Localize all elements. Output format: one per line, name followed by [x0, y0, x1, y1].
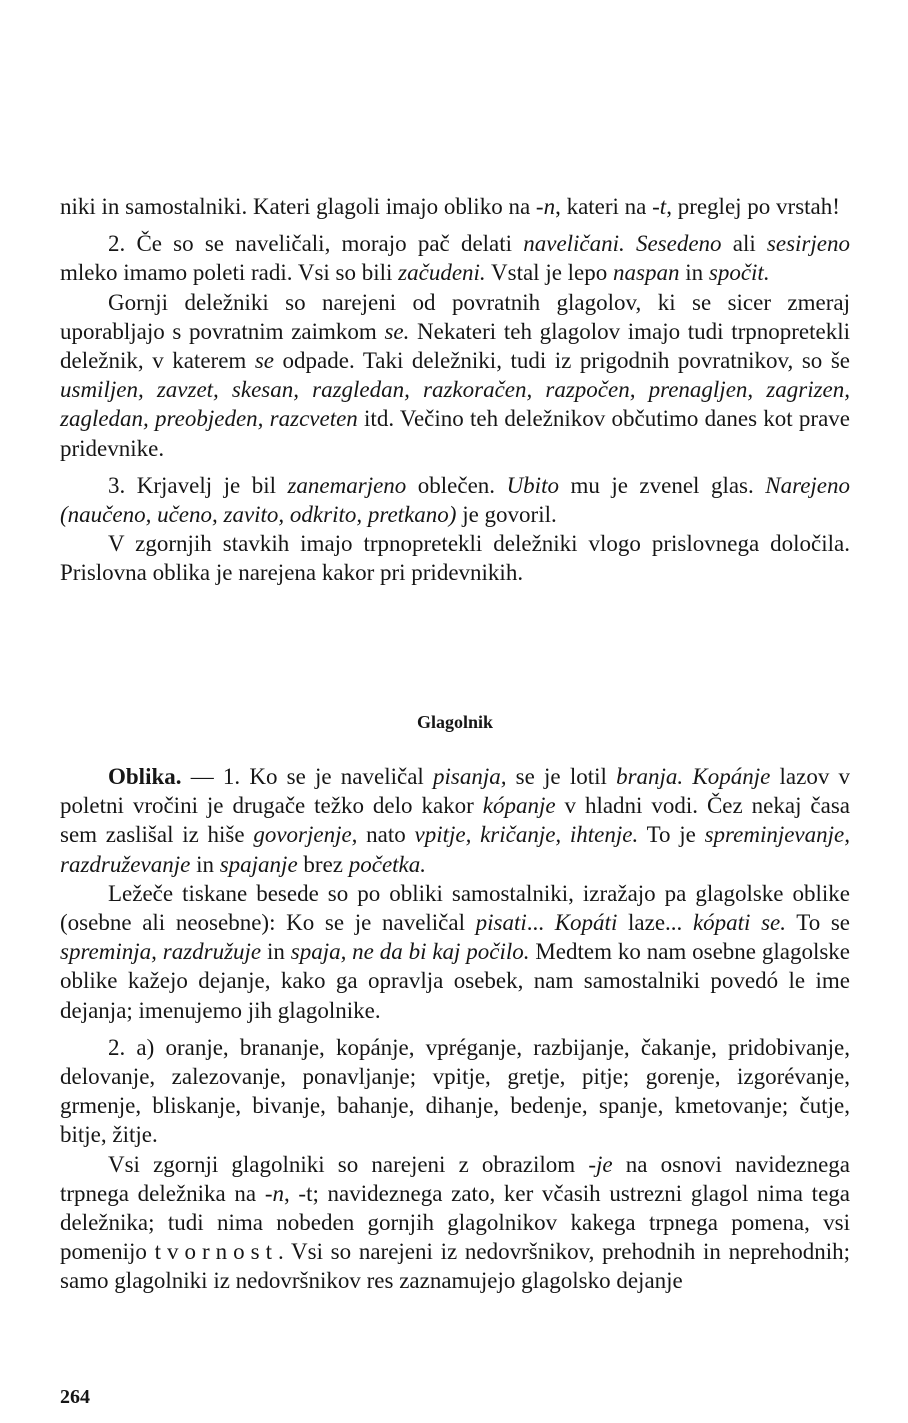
text-run: in	[679, 260, 709, 286]
text-run: itd. Večino teh deležnikov občutimo danes kot prave pridevnike.	[60, 406, 850, 461]
paragraph-formation	[60, 1150, 850, 1296]
text-run: — 1. Ko se je naveličal	[181, 764, 433, 789]
italic-run: n	[272, 1180, 284, 1206]
paragraph-reflexive-participles	[60, 288, 850, 463]
italic-run: spaja, ne da bi kaj počilo.	[290, 939, 530, 965]
italic-run: zanemarjeno	[287, 472, 407, 498]
text-run: nato	[357, 822, 415, 848]
italic-run: vpitje, kričanje, ihtenje.	[414, 822, 639, 848]
text-run: laze...	[617, 910, 693, 936]
italic-run: je	[595, 1151, 613, 1177]
text-run: oblečen.	[406, 472, 507, 498]
bold-run: Oblika.	[108, 764, 182, 789]
italic-run: t	[659, 194, 667, 219]
spaced-run: tvornost	[154, 1239, 278, 1265]
text-run: na osnovi navideznega trpnega deležnika na -	[60, 1151, 850, 1206]
paragraph-adverbial-role	[60, 529, 850, 587]
italic-run: spreminja, razdružuje	[60, 939, 262, 965]
text-run: se je lotil	[506, 764, 617, 789]
italic-run: govorjenje,	[253, 822, 358, 848]
paragraph-oblika	[60, 762, 850, 879]
paragraph-example-2	[60, 229, 850, 287]
text-run: V zgornjih stavkih imajo trpnopretekli deležniki vlogo prislovnega določila. Prislovna oblika je narejena kakor pri pridevnikih.	[60, 531, 850, 586]
italic-run: kópati se.	[692, 910, 786, 936]
text-run: mu je zvenel glas.	[558, 472, 766, 498]
text-run: ali	[721, 231, 767, 257]
text-run: To je	[638, 822, 705, 848]
text-run: odpade. Taki deležniki, tudi iz prigodnih povratnikov, so še	[274, 348, 850, 374]
italic-run: sesirjeno	[766, 231, 850, 257]
section-heading: Glagolnik	[416, 712, 494, 732]
text-run: 3. Krjavelj je bil	[108, 472, 288, 498]
text-run: 2. a) oranje, brananje, kopánje, vpréganje, razbijanje, čakanje, pridobivanje, delovanje, zalezovanje, ponavljanje; vpitje, gretje, pitje; gorenje, izgorévanje, grmenje, bliskanje, bivanje, bahanje, dihanje, bedenje, spanje, kmetovanje; čutje, bitje, žitje.	[60, 1034, 850, 1148]
italic-run: branja. Kopánje	[616, 764, 771, 789]
italic-run: naveličani. Sesedeno	[523, 231, 722, 257]
text-run: ...	[526, 910, 555, 936]
text-run: Ležeče tiskane besede so po obliki samostalniki, izražajo pa glagolske oblike (osebne ali neosebne): Ko se je naveličal	[60, 880, 850, 936]
text-run: Medtem ko nam osebne glagolske oblike kažejo dejanje, kako ga opravlja osebek, nam samostalniki povedó le ime dejanja; imenujemo jih glagolnike.	[60, 939, 851, 1023]
italic-run: spočit.	[708, 260, 770, 286]
page-number: 264	[60, 1386, 90, 1408]
italic-run: spajanje	[219, 851, 298, 877]
italic-run: začudeni.	[398, 260, 486, 286]
paragraph-example-list	[60, 1033, 850, 1150]
italic-run: se	[254, 348, 274, 374]
text-run: , kateri na -	[555, 194, 660, 219]
italic-run: početka.	[348, 851, 427, 877]
text-run: in	[261, 939, 291, 965]
italic-run: Ubito	[506, 472, 559, 498]
text-run: Vsi zgornji glagolniki so narejeni z obrazilom -	[108, 1151, 596, 1177]
text-run: lazov v poletni vročini je drugače težko delo kakor	[60, 764, 851, 819]
text-run: je govoril.	[456, 502, 557, 528]
text-run: Nekateri teh glagolov imajo tudi trpnopretekli deležnik, v katerem	[60, 318, 850, 374]
text-run: in	[190, 851, 220, 877]
paragraph-continuation	[60, 192, 850, 221]
italic-run: usmiljen, zavzet, skesan, razgledan, razkoračen, razpočen, prenagljen, zagrizen, zagledan, preobjeden, razcveten	[60, 377, 850, 432]
italic-run: se.	[384, 318, 410, 344]
paragraph-example-3	[60, 471, 850, 529]
italic-run: pisanja,	[433, 764, 507, 789]
italic-run: pisati	[475, 910, 527, 936]
text-run: Vstal je lepo	[485, 260, 614, 286]
text-run: To se	[786, 910, 851, 936]
text-run: , -t; navideznega zato, ker včasih ustrezni glagol nima tega deležnika; tudi nima nobeden gornjih glagolnikov kakega trpnega pomena, vsi pomenijo	[60, 1180, 850, 1265]
text-bottom	[60, 762, 850, 1296]
text-run: , preglej po vrstah!	[666, 194, 840, 219]
italic-run: kópanje	[482, 793, 556, 819]
text-run: niki in samostalniki. Kateri glagoli imajo obliko na -	[60, 194, 544, 219]
paragraph-verbal-nouns	[60, 879, 850, 1025]
italic-run: naspan	[613, 260, 680, 286]
text-run: brez	[297, 851, 349, 877]
text-run: 2. Če so se naveličali, morajo pač delati	[108, 231, 524, 257]
italic-run: spreminjevanje, razdruževanje	[60, 822, 850, 877]
text-run: Gornji deležniki so narejeni od povratnih glagolov, ki se sicer zmeraj uporabljajo s povratnim zaimkom	[60, 289, 850, 344]
text-run: mleko imamo poleti radi. Vsi so bili	[60, 260, 399, 286]
italic-run: n	[543, 194, 556, 219]
italic-run: Narejeno (naučeno, učeno, zavito, odkrito, pretkano)	[60, 472, 850, 528]
text-top	[60, 192, 850, 588]
italic-run: Kopáti	[554, 910, 618, 936]
text-run: v hladni vodi. Čez nekaj časa sem zaslišal iz hiše	[60, 793, 850, 848]
text-run: . Vsi so narejeni iz nedovršnikov, prehodnih in neprehodnih; samo glagolniki iz nedovršnikov res zaznamujejo glagolsko dejanje	[60, 1239, 850, 1294]
